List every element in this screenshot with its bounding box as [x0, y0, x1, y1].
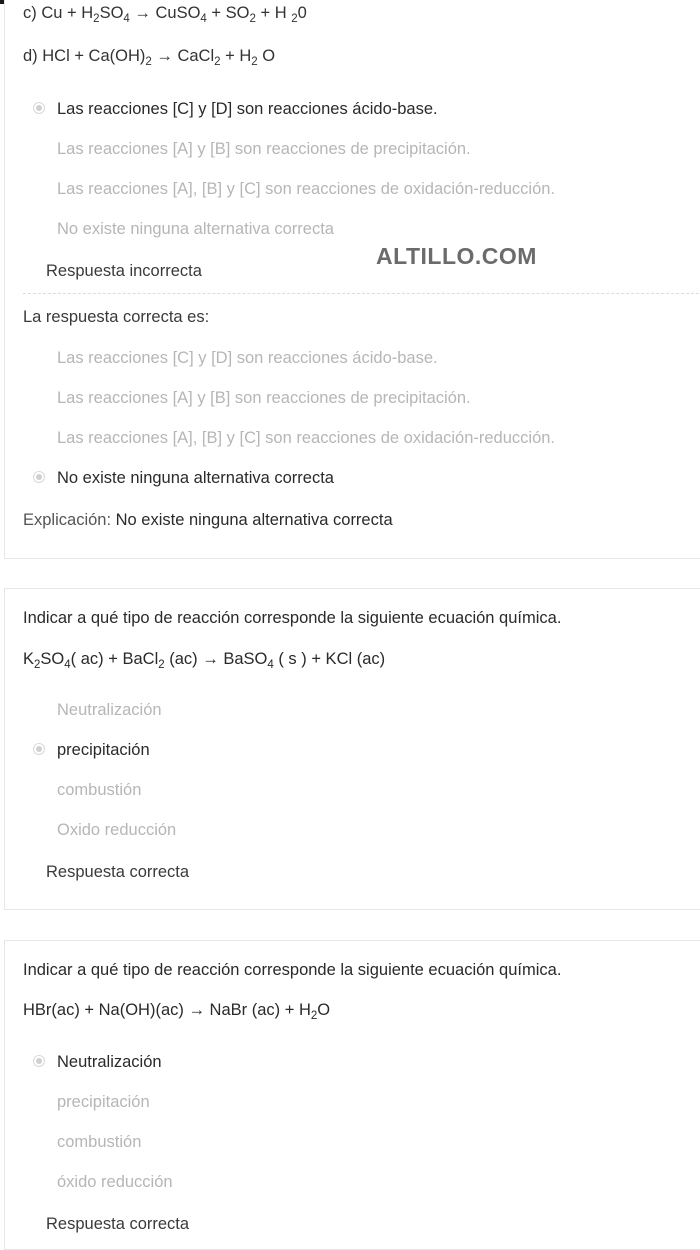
radio-icon	[33, 391, 45, 403]
radio-icon[interactable]	[33, 1135, 45, 1147]
radio-selected-icon	[33, 471, 45, 483]
radio-icon	[33, 431, 45, 443]
radio-icon[interactable]	[33, 182, 45, 194]
watermark-logo: ALTILLO.COM	[376, 243, 537, 269]
divider	[23, 293, 700, 294]
question-card-1: c) $Cu + H_2SO_4$ → CuSO$_4$ + $SO_2 + H$ $_2$0 d) HCl + $Ca(OH)_2$ → CaCl$_2$ + $H_2$ O Las reacciones [C] y [D] son reacciones ácido-base. Las reacciones [A] y [B] son reacciones de precipitación. Las reacciones [A], [B] y [C] son reacciones de oxidación-reducción. No existe ninguna alternativa correcta Respuesta incorrecta La respuesta correcta es: Las reacciones [C] y [D] son reacciones ácido-base. Las reacciones [A] y [B] son reacciones de precipitación. Las reacciones [A], [B] y [C] son reacciones de oxidación-reducción. No existe ninguna alternativa correcta Explicación: No existe ninguna alternativa correcta	[4, 0, 700, 559]
equation-d: d) HCl + $Ca(OH)_2$ → CaCl$_2$ + $H_2$ O	[23, 47, 276, 68]
question-text: Indicar a qué tipo de reacción corresponde la siguiente ecuación química.	[23, 961, 562, 979]
question-text: Indicar a qué tipo de reacción corresponde la siguiente ecuación química.	[23, 609, 562, 627]
equation: $K_2SO_4$( ac) + BaCl$_2$ (ac) → BaSO$_4$ ( s ) + KCl (ac)	[23, 650, 386, 671]
radio-icon[interactable]	[33, 783, 45, 795]
equation: HBr(ac) + Na(OH)(ac) → NaBr $(ac) + H_2O$	[23, 1001, 331, 1022]
feedback-text: Respuesta correcta	[46, 1215, 190, 1233]
radio-selected-icon[interactable]	[33, 102, 45, 114]
explanation: Explicación: No existe ninguna alternativa correcta	[23, 511, 393, 529]
equation-c: c) $Cu + H_2SO_4$ → CuSO$_4$ + $SO_2 + H$ $_2$0	[23, 4, 307, 25]
feedback-text: Respuesta correcta	[46, 863, 190, 881]
radio-icon[interactable]	[33, 1175, 45, 1187]
correct-answer-label: La respuesta correcta es:	[23, 308, 210, 326]
feedback-text: Respuesta incorrecta	[46, 262, 202, 280]
radio-selected-icon[interactable]	[33, 1055, 45, 1067]
radio-icon[interactable]	[33, 142, 45, 154]
radio-icon	[33, 351, 45, 363]
radio-icon[interactable]	[33, 823, 45, 835]
radio-icon[interactable]	[33, 1095, 45, 1107]
question-card-3: Indicar a qué tipo de reacción corresponde la siguiente ecuación química. HBr(ac) + Na(OH)(ac) → NaBr $(ac) + H_2O$ Neutralización precipitación combustión óxido reducción Respuesta correcta	[4, 940, 700, 1250]
question-card-2: Indicar a qué tipo de reacción corresponde la siguiente ecuación química. $K_2SO_4$( ac) + BaCl$_2$ (ac) → BaSO$_4$ ( s ) + KCl (ac) Neutralización precipitación combustión Oxido reducción Respuesta correcta	[4, 588, 700, 910]
radio-icon[interactable]	[33, 222, 45, 234]
radio-icon[interactable]	[33, 703, 45, 715]
radio-selected-icon[interactable]	[33, 743, 45, 755]
